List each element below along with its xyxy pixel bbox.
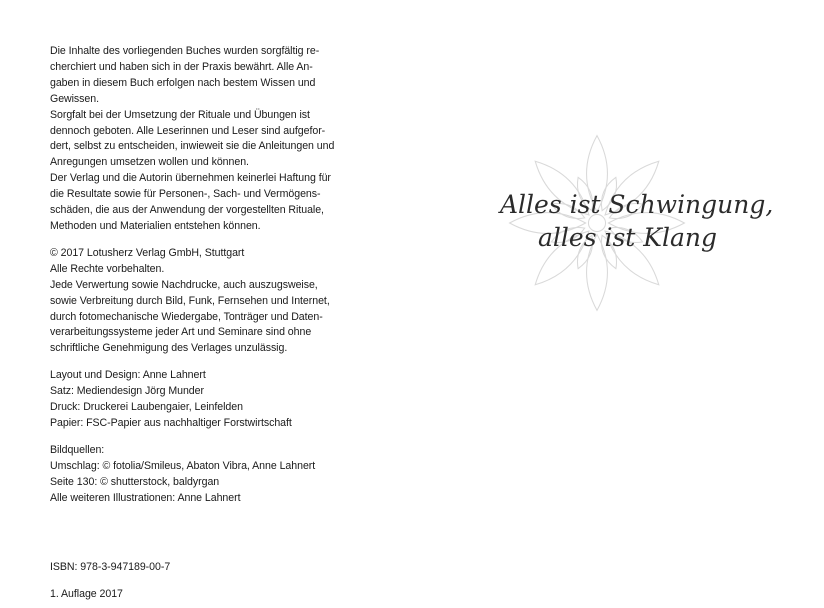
text-line: gaben in diesem Buch erfolgen nach bestem Wissen und <box>50 76 316 89</box>
text-line: Druck: Druckerei Laubengaier, Leinfelden <box>50 401 243 414</box>
text-line: Alle Rechte vorbehalten. <box>50 262 165 275</box>
text-line: Methoden und Materialien entstehen können. <box>50 219 261 232</box>
credits-paragraph <box>50 368 360 432</box>
image-sources-paragraph <box>50 443 360 507</box>
copyright-paragraph <box>50 246 360 357</box>
disclaimer-paragraph <box>50 44 360 235</box>
text-line: Jede Verwertung sowie Nachdrucke, auch auszugsweise, <box>50 278 318 291</box>
text-line: die Resultate sowie für Personen-, Sach- und Vermögens- <box>50 188 321 201</box>
text-line: sowie Verbreitung durch Bild, Funk, Fernsehen und Internet, <box>50 294 330 307</box>
text-line: Seite 130: © shutterstock, baldyrgan <box>50 475 220 488</box>
text-line: Satz: Mediendesign Jörg Munder <box>50 385 204 398</box>
text-line: Der Verlag und die Autorin übernehmen keinerlei Haftung für <box>50 172 331 185</box>
text-line: verarbeitungssysteme jeder Art und Seminare sind ohne <box>50 326 312 339</box>
text-line: Sorgfalt bei der Umsetzung der Rituale und Übungen ist <box>50 108 310 121</box>
edition-text: 1. Auflage 2017 <box>50 588 123 601</box>
isbn-text: ISBN: 978-3-947189-00-7 <box>50 561 171 574</box>
text-line: dert, selbst zu entscheiden, inwieweit sie die Anleitungen und <box>50 140 335 153</box>
title-page <box>412 0 824 608</box>
text-line: durch fotomechanische Wiedergabe, Tonträger und Daten- <box>50 310 323 323</box>
imprint-text <box>50 44 360 607</box>
text-line: cherchiert und haben sich in der Praxis bewährt. Alle An- <box>50 60 313 73</box>
text-line: schriftliche Genehmigung des Verlages unzulässig. <box>50 342 288 355</box>
text-line: © 2017 Lotusherz Verlag GmbH, Stuttgart <box>50 246 245 259</box>
text-line: dennoch geboten. Alle Leserinnen und Leser sind aufgefor- <box>50 124 326 137</box>
title-line-1: Alles ist Schwingung, <box>500 190 774 219</box>
text-line: Gewissen. <box>50 92 100 105</box>
text-line: Anregungen umsetzen wollen und können. <box>50 156 249 169</box>
text-line: Die Inhalte des vorliegenden Buches wurden sorgfältig re- <box>50 45 320 57</box>
book-title <box>472 188 772 254</box>
text-line: Umschlag: © fotolia/Smileus, Abaton Vibra, Anne Lahnert <box>50 459 316 472</box>
text-line: Bildquellen: <box>50 443 105 456</box>
text-line: Papier: FSC-Papier aus nachhaltiger Forstwirtschaft <box>50 416 292 429</box>
text-line: schäden, die aus der Anwendung der vorgestellten Rituale, <box>50 204 324 217</box>
title-line-2: alles ist Klang <box>538 223 717 252</box>
isbn <box>50 560 360 576</box>
text-line: Layout und Design: Anne Lahnert <box>50 369 206 382</box>
edition <box>50 587 360 603</box>
text-line: Alle weiteren Illustrationen: Anne Lahnert <box>50 491 241 504</box>
